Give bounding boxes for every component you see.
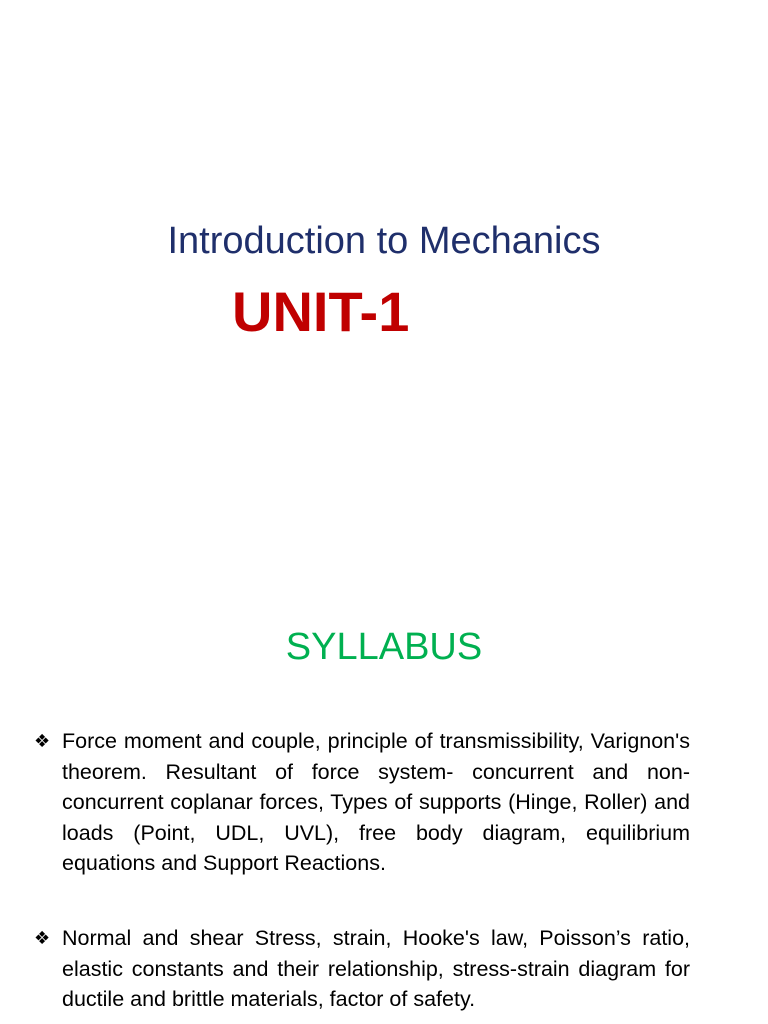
list-item-text: Force moment and couple, principle of transmissibility, Varignon's theorem. Resultant of force system- concurrent and non-concurrent coplanar forces, Types of supports (Hinge, Roller) and loads (Point, UDL, UVL), free body diagram, equilibrium equations and Support Reactions.	[62, 729, 690, 875]
list-item	[34, 923, 690, 1015]
bullet-diamond-icon: ❖	[34, 731, 51, 751]
list-item	[34, 726, 690, 879]
syllabus-heading: SYLLABUS	[285, 626, 483, 668]
syllabus-slide	[0, 576, 768, 1024]
bullet-diamond-icon: ❖	[34, 928, 51, 948]
unit-label: UNIT-1	[232, 280, 410, 343]
page-title: Introduction to Mechanics	[167, 220, 601, 262]
list-item-text: Normal and shear Stress, strain, Hooke's law, Poisson’s ratio, elastic constants and their relationship, stress-strain diagram for ductile and brittle materials, factor of safety.	[62, 926, 690, 1011]
